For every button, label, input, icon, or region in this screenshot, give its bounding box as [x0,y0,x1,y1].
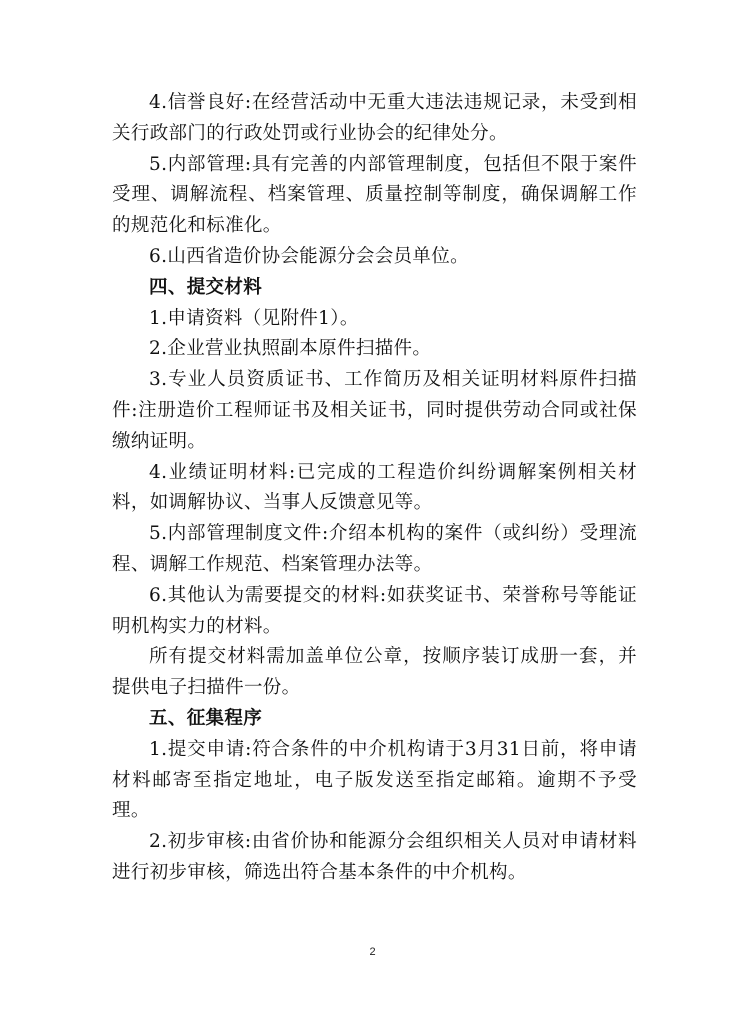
paragraph-preliminary-review: 2.初步审核:由省价协和能源分会组织相关人员对申请材料进行初步审核，筛选出符合基本条件的中介机构。 [112,831,637,883]
document-body [112,88,637,889]
page-number: 2 [369,946,376,958]
paragraph-business-license: 2.企业营业执照副本原件扫描件。 [149,338,432,360]
paragraph-qualifications: 3.专业人员资质证书、工作简历及相关证明材料原件扫描件:注册造价工程师证书及相关证书，同时提供劳动合同或社保缴纳证明。 [112,369,637,452]
paragraph-credit: 4.信誉良好:在经营活动中无重大违法违规记录，未受到相关行政部门的行政处罚或行业协会的纪律处分。 [112,92,637,144]
paragraph-performance-proof: 4.业绩证明材料:已完成的工程造价纠纷调解案例相关材料，如调解协议、当事人反馈意见等。 [112,461,637,514]
paragraph-other-materials: 6.其他认为需要提交的材料:如获奖证书、荣誉称号等能证明机构实力的材料。 [112,584,637,637]
paragraph-application-form: 1.申请资料（见附件1）。 [149,307,359,329]
section-heading-submit-materials: 四、提交材料 [149,276,263,298]
paragraph-binding-requirements: 所有提交材料需加盖单位公章，按顺序装订成册一套，并提供电子扫描件一份。 [112,646,637,699]
paragraph-submit-application: 1.提交申请:符合条件的中介机构请于3月31日前，将申请材料邮寄至指定地址，电子版发送至指定邮箱。逾期不予受理。 [112,738,637,822]
paragraph-management-documents: 5.内部管理制度文件:介绍本机构的案件（或纠纷）受理流程、调解工作规范、档案管理办法等。 [112,523,637,575]
section-heading-procedure: 五、征集程序 [149,707,263,729]
paragraph-membership: 6.山西省造价协会能源分会会员单位。 [149,245,469,267]
paragraph-internal-management: 5.内部管理:具有完善的内部管理制度，包括但不限于案件受理、调解流程、档案管理、质量控制等制度，确保调解工作的规范化和标准化。 [112,153,637,237]
